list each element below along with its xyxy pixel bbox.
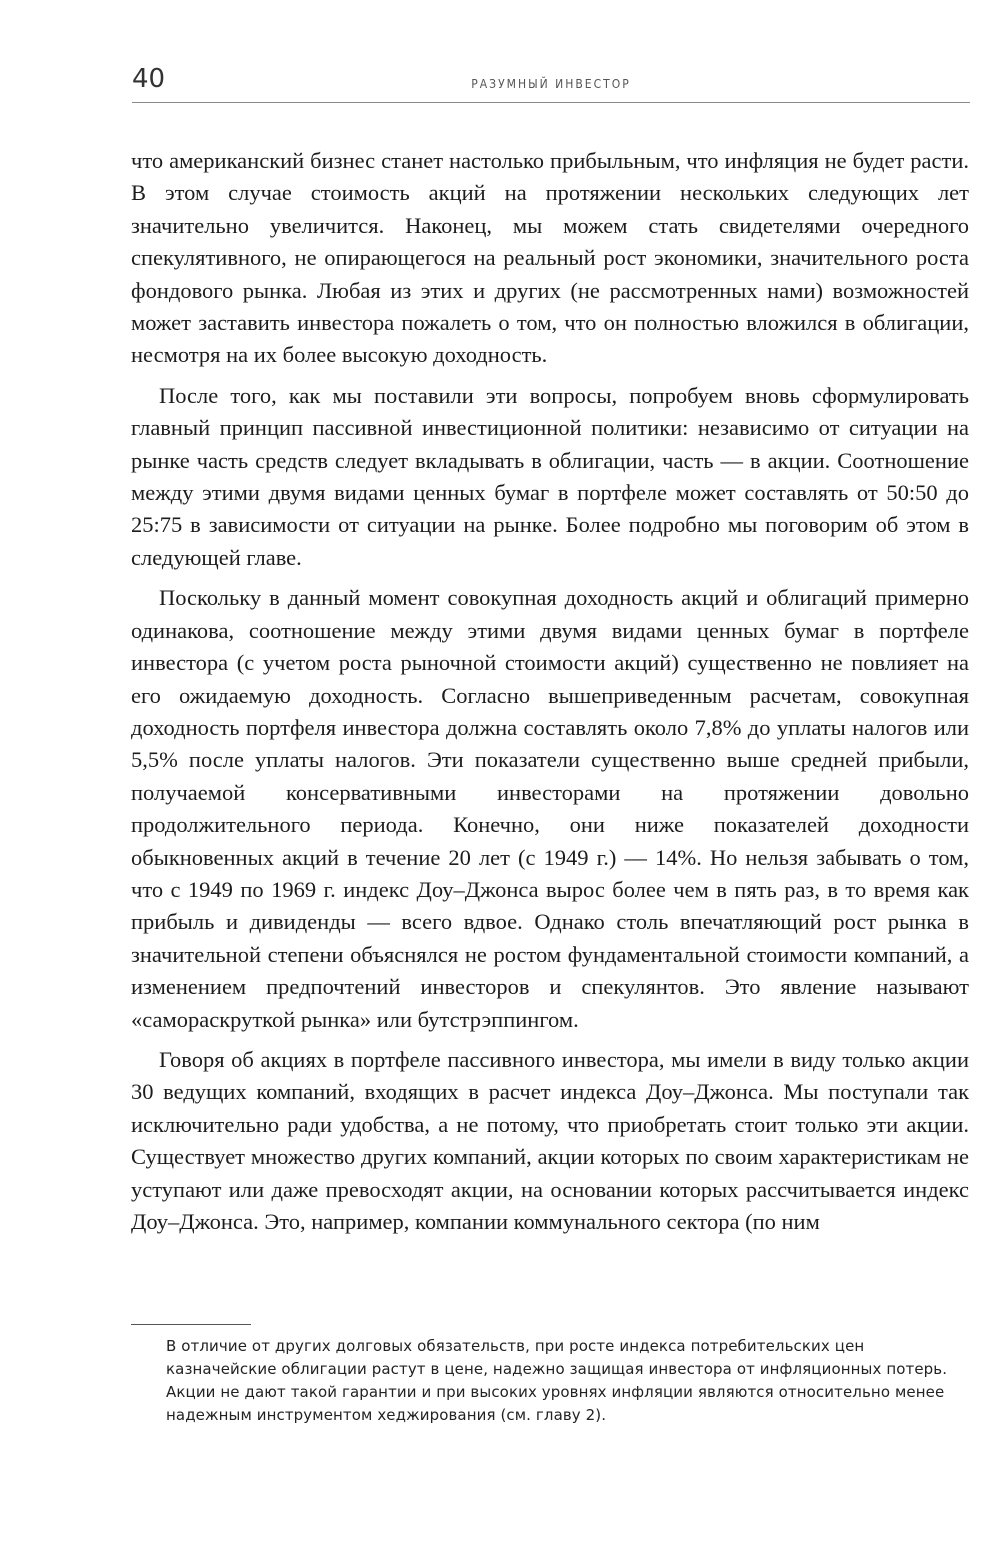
paragraph: Поскольку в данный момент совокупная доходность акций и облигаций примерно одинакова, соотношение между этими двумя видами ценных бумаг в портфеле инвестора (с учетом роста рыночной стоимости акций) существенно не повлияет на его ожидаемую доходность. Согласно вышеприведенным расчетам, совокупная доходность портфеля инвестора должна составлять около 7,8% до уплаты налогов или 5,5% после уплаты налогов. Эти показатели существенно выше средней прибыли, получаемой консервативными инвесторами на протяжении довольно продолжительного периода. Конечно, они ниже показателей доходности обыкновенных акций в течение 20 лет (с 1949 г.) — 14%. Но нельзя забывать о том, что с 1949 по 1969 г. индекс Доу–Джонса вырос более чем в пять раз, в то время как прибыль и дивиденды — всего вдвое. Однако столь впечатляющий рост рынка в значительной степени объяснялся не ростом фундаментальной стоимости компаний, а изменением предпочтений инвесторов и спекулянтов. Это явление называют «самораскруткой рынка» или бутстрэппингом. — [131, 585, 969, 1032]
page-number: 40 — [132, 64, 166, 94]
footnote-separator — [131, 1324, 251, 1325]
running-header — [132, 64, 970, 104]
paragraph: Говоря об акциях в портфеле пассивного инвестора, мы имели в виду только акции 30 ведущих компаний, входящих в расчет индекса Доу–Джонса. Мы поступали так исключительно ради удобства, а не потому, что приобретать стоит только эти акции. Существует множество других компаний, акции которых по своим характеристикам не уступают или даже превосходят акции, на основании которых рассчитывается индекс Доу–Джонса. Это, например, компании коммунального сектора (по ним — [131, 1046, 969, 1234]
header-rule — [132, 102, 970, 103]
paragraph: После того, как мы поставили эти вопросы, попробуем вновь сформулировать главный принцип пассивной инвестиционной политики: независимо от ситуации на рынке часть средств следует вкладывать в облигации, часть — в акции. Соотношение между этими двумя видами ценных бумаг в портфеле может составлять от 50:50 до 25:75 в зависимости от ситуации на рынке. Более подробно мы поговорим об этом в следующей главе. — [131, 382, 969, 570]
main-text — [131, 145, 969, 1238]
paragraph: что американский бизнес станет настолько прибыльным, что инфляция не будет расти. В этом случае стоимость акций на протяжении нескольких следующих лет значительно увеличится. Наконец, мы можем стать свидетелями очередного спекулятивного, не опирающегося на реальный рост экономики, значительного роста фондового рынка. Любая из этих и других (не рассмотренных нами) возможностей может заставить инвестора пожалеть о том, что он полностью вложился в облигации, несмотря на их более высокую доходность. — [131, 148, 969, 368]
footnote: В отличие от других долговых обязательств, при росте индекса потребительских цен казначейские облигации растут в цене, надежно защищая инвестора от инфляционных потерь. Акции не дают такой гарантии и при высоких уровнях инфляции являются относительно менее надежным инструментом хеджирования (см. главу 2). — [166, 1337, 948, 1424]
running-title: РАЗУМНЫЙ ИНВЕСТОР — [471, 77, 631, 91]
